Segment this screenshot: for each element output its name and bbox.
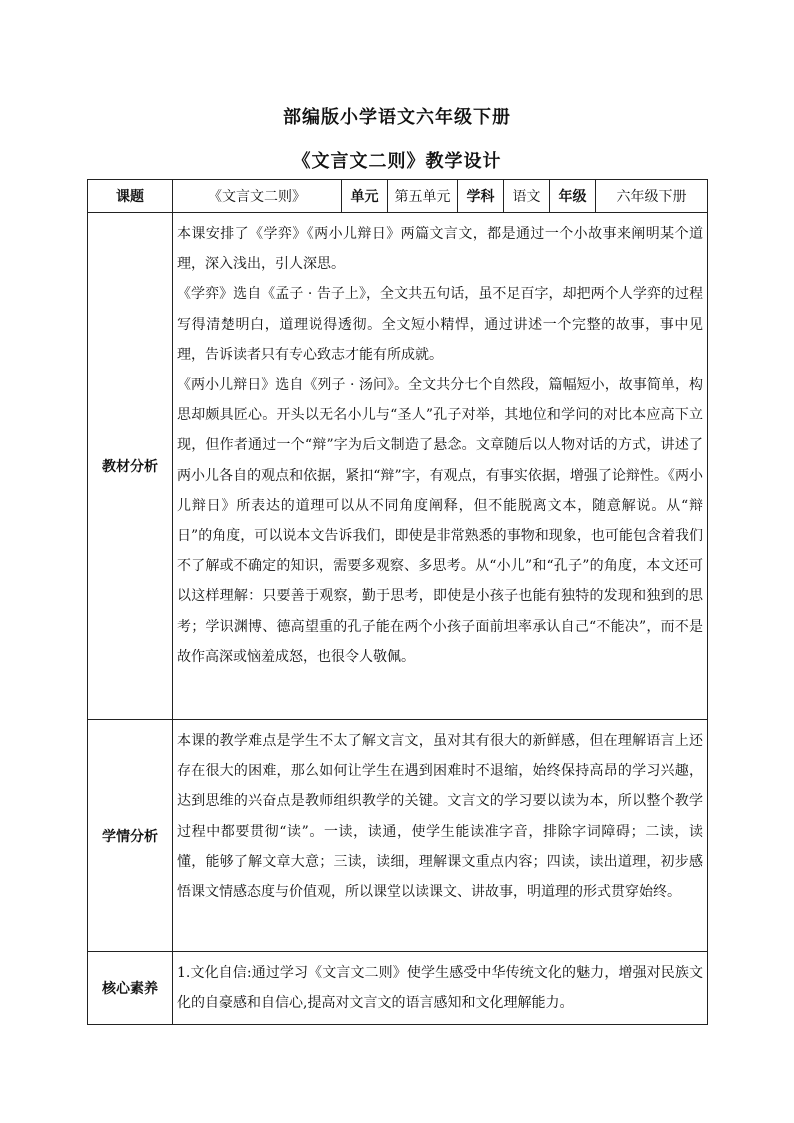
topic-value: 《文言文二则》 — [173, 180, 342, 213]
textbook-analysis-content — [173, 213, 708, 720]
textbook-analysis-label: 教材分析 — [88, 213, 173, 720]
lesson-plan-table — [87, 179, 708, 1025]
doc-title-line2: 《文言文二则》教学设计 — [292, 151, 502, 172]
textbook-analysis-row — [88, 213, 708, 720]
doc-title-line1: 部编版小学语文六年级下册 — [283, 107, 511, 128]
core-literacy-row — [88, 952, 708, 1025]
subject-label: 学科 — [458, 180, 504, 213]
textbook-paragraph: 《学弈》选自《孟子 · 告子上》，全文共五句话，虽不足百字，却把两个人学弈的过程写得清楚明白，道理说得透彻。全文短小精悍，通过讲述一个完整的故事，事中见理，告诉读者只有专心致志才能有所成就。 — [177, 286, 703, 363]
grade-value: 六年级下册 — [596, 180, 708, 213]
textbook-paragraph: 本课安排了《学弈》《两小儿辩日》两篇文言文，都是通过一个小故事来阐明某个道理，深入浅出，引人深思。 — [177, 226, 703, 273]
subject-value: 语文 — [504, 180, 550, 213]
grade-label: 年级 — [550, 180, 596, 213]
student-analysis-row — [88, 720, 708, 952]
student-analysis-label: 学情分析 — [88, 720, 173, 952]
topic-label: 课题 — [88, 180, 173, 213]
textbook-paragraph: 《两小儿辩日》选自《列子 · 汤问》。全文共分七个自然段，篇幅短小，故事简单，构思却颇具匠心。开头以无名小儿与“圣人”孔子对举，其地位和学问的对比本应高下立现，但作者通过一个“辩”字为后文制造了悬念。文章随后以人物对话的方式，讲述了两小儿各自的观点和依据，紧扣“辩”字，有观点，有事实依据，增强了论辩性。《两小儿辩日》所表达的道理可以从不同角度阐释，但不能脱离文本，随意解说。从“辩日”的角度，可以说本文告诉我们，即使是非常熟悉的事物和现象，也可能包含着我们不了解或不确定的知识，需要多观察、多思考。从“小儿”和“孔子”的角度，本文还可以这样理解：只要善于观察，勤于思考，即使是小孩子也能有独特的发现和独到的思考；学识渊博、德高望重的孔子能在两个小孩子面前坦率承认自己“不能决”，而不是故作高深或恼羞成怒，也很令人敬佩。 — [177, 377, 703, 665]
unit-label: 单元 — [342, 180, 388, 213]
unit-value: 第五单元 — [388, 180, 458, 213]
header-row — [88, 180, 708, 213]
student-analysis-content — [173, 720, 708, 952]
core-literacy-label: 核心素养 — [88, 952, 173, 1025]
core-literacy-content — [173, 952, 708, 1025]
student-paragraph: 本课的教学难点是学生不太了解文言文，虽对其有很大的新鲜感，但在理解语言上还存在很大的困难，那么如何让学生在遇到困难时不退缩，始终保持高昂的学习兴趣，达到思维的兴奋点是教师组织教学的关键。文言文的学习要以读为本，所以整个教学过程中都要贯彻“读”。一读，读通，使学生能读准字音，排除字词障碍；二读，读懂，能够了解文章大意；三读，读细，理解课文重点内容；四读，读出道理，初步感悟课文情感态度与价值观，所以课堂以读课文、讲故事，明道理的形式贯穿始终。 — [177, 733, 703, 901]
core-paragraph: 1.文化自信:通过学习《文言文二则》使学生感受中华传统文化的魅力，增强对民族文化的自豪感和自信心,提高对文言文的语言感知和文化理解能力。 — [177, 965, 703, 1012]
